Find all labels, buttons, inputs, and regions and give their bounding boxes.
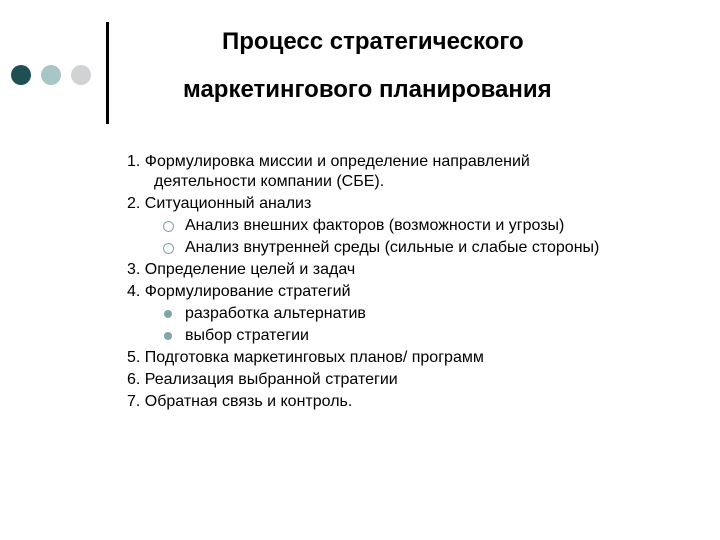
list-item-2: 2. Ситуационный анализ <box>127 195 312 212</box>
title-line-1: Процесс стратегического <box>222 28 524 55</box>
hollow-bullet-icon <box>163 221 174 232</box>
title-line-2: маркетингового планирования <box>183 76 552 103</box>
list-item-1: 1. Формулировка миссии и определение направлений <box>127 153 530 170</box>
hollow-bullet-icon <box>163 243 174 254</box>
filled-bullet-icon <box>164 332 172 340</box>
list-item-1-continued: деятельности компании (СБЕ). <box>154 173 385 190</box>
filled-bullet-icon <box>164 310 172 318</box>
sub-item-internal-analysis: Анализ внутренней среды (сильные и слабые стороны) <box>185 239 600 256</box>
decorative-dot-1 <box>11 65 31 85</box>
title-divider-line <box>106 22 109 124</box>
decorative-dot-2 <box>41 65 61 85</box>
decorative-dot-3 <box>71 65 91 85</box>
list-item-3: 3. Определение целей и задач <box>127 261 356 278</box>
sub-item-external-analysis: Анализ внешних факторов (возможности и угрозы) <box>185 217 565 234</box>
list-item-7: 7. Обратная связь и контроль. <box>127 393 353 410</box>
sub-item-strategy-choice: выбор стратегии <box>185 327 309 344</box>
sub-item-alternatives: разработка альтернатив <box>185 305 366 322</box>
list-item-4: 4. Формулирование стратегий <box>127 283 351 300</box>
list-item-5: 5. Подготовка маркетинговых планов/ программ <box>127 349 484 366</box>
list-item-6: 6. Реализация выбранной стратегии <box>127 371 398 388</box>
